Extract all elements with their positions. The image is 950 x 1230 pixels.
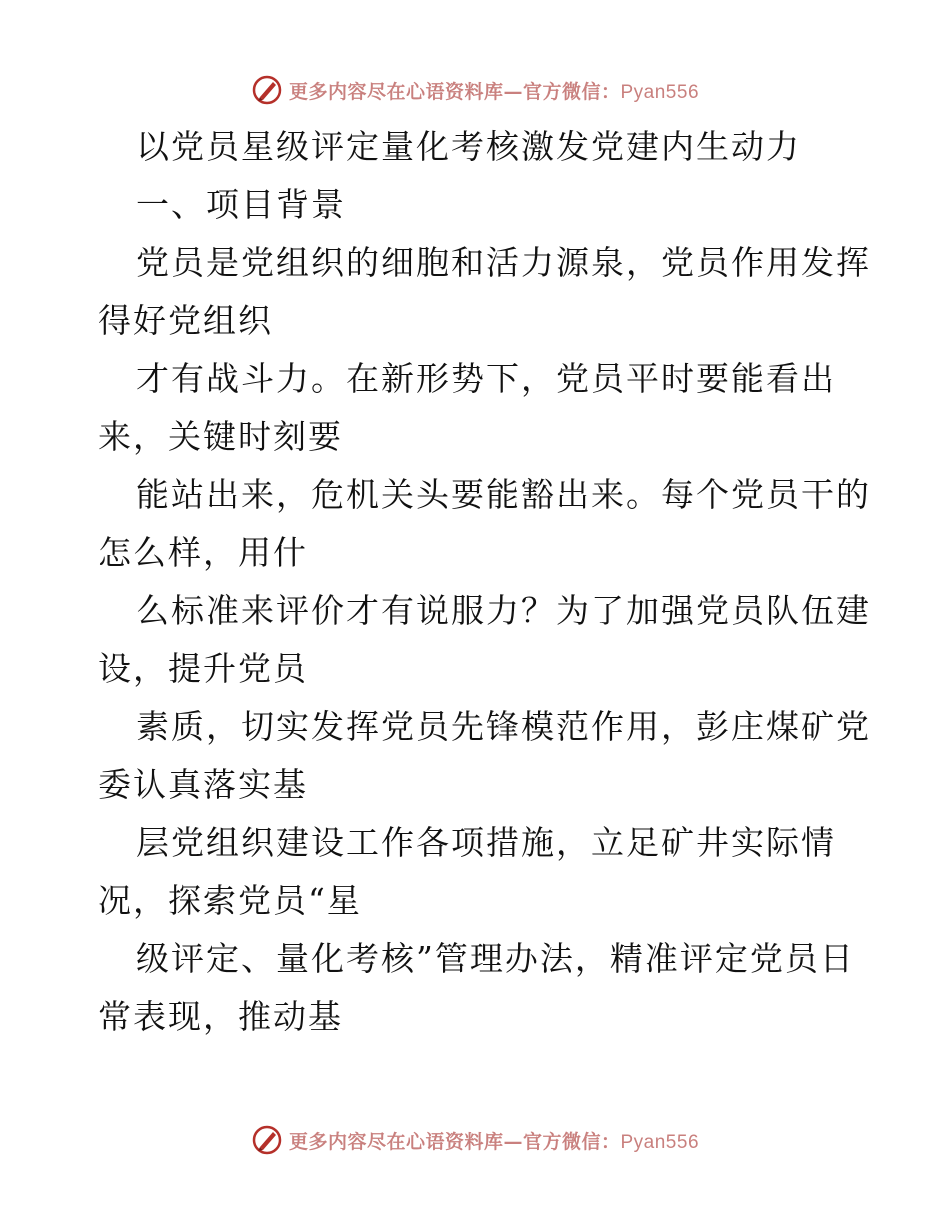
watermark-text: 更多内容尽在心语资料库—官方微信：Pyan556 — [288, 80, 700, 103]
paragraph-line: 才有战斗力。在新形势下，党员平时要能看出 — [136, 359, 836, 398]
watermark-text: 更多内容尽在心语资料库—官方微信：Pyan556 — [288, 1130, 700, 1153]
paragraph-line: 设，提升党员 — [98, 649, 308, 688]
paragraph-line: 层党组织建设工作各项措施，立足矿井实际情 — [136, 823, 836, 862]
watermark-header — [0, 70, 950, 110]
document-title: 以党员星级评定量化考核激发党建内生动力 — [136, 127, 801, 166]
paragraph-line: 常表现，推动基 — [98, 997, 343, 1036]
pen-logo-icon — [251, 74, 283, 106]
paragraph-line: 党员是党组织的细胞和活力源泉，党员作用发挥 — [136, 243, 871, 282]
paragraph-line: 委认真落实基 — [98, 765, 308, 804]
paragraph-line: 来，关键时刻要 — [98, 417, 343, 456]
paragraph-line: 况，探索党员“星 — [98, 881, 362, 920]
paragraph-line: 级评定、量化考核”管理办法，精准评定党员日 — [136, 939, 855, 978]
watermark-footer — [0, 1120, 950, 1160]
watermark-wechat-id: Pyan556 — [620, 81, 700, 103]
paragraph-line: 得好党组织 — [98, 301, 273, 340]
paragraph-line: 素质，切实发挥党员先锋模范作用，彭庄煤矿党 — [136, 707, 871, 746]
watermark-wechat-id: Pyan556 — [620, 1131, 700, 1153]
paragraph-line: 么标准来评价才有说服力？为了加强党员队伍建 — [136, 591, 871, 630]
pen-logo-icon — [251, 1124, 283, 1156]
document-body — [98, 118, 871, 1046]
paragraph-line: 能站出来，危机关头要能豁出来。每个党员干的 — [136, 475, 871, 514]
section-heading: 一、项目背景 — [136, 185, 346, 224]
paragraph-line: 怎么样，用什 — [98, 533, 308, 572]
